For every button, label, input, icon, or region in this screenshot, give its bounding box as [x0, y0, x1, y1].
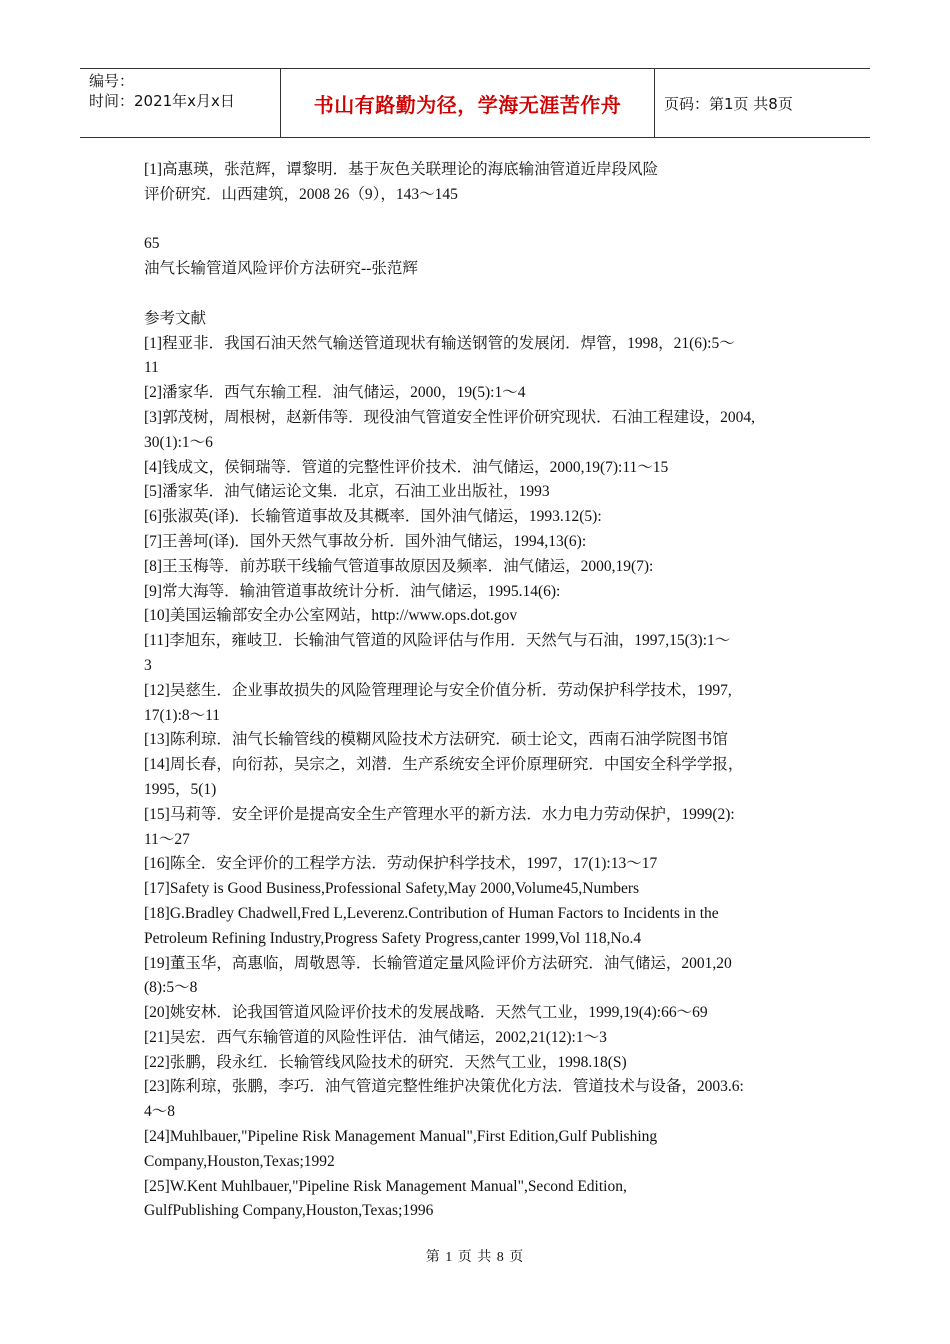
- page-footer: 第 1 页 共 8 页: [425, 1250, 525, 1265]
- text-line: [23]陈利琼，张鹏，李巧．油气管道完整性维护决策优化方法．管道技术与设备，2003.6:: [144, 1078, 744, 1096]
- text-line: [15]马莉等．安全评价是提高安全生产管理水平的新方法．水力电力劳动保护，1999(2):: [144, 805, 735, 823]
- text-line: 65: [144, 235, 160, 253]
- time-label: 时间：2021年x月x日: [89, 92, 235, 110]
- text-line: [24]Muhlbauer,"Pipeline Risk Management Manual",First Edition,Gulf Publishing: [144, 1128, 658, 1146]
- text-line: [18]G.Bradley Chadwell,Fred L,Leverenz.Contribution of Human Factors to Incidents in the: [144, 904, 719, 922]
- text-line: [25]W.Kent Muhlbauer,"Pipeline Risk Management Manual",Second Edition,: [144, 1177, 627, 1195]
- text-line: [16]陈全．安全评价的工程学方法．劳动保护科学技术，1997，17(1):13～17: [144, 855, 658, 873]
- text-line: [8]王玉梅等．前苏联干线输气管道事故原因及频率．油气储运，2000,19(7):: [144, 557, 654, 575]
- text-line: 3: [144, 656, 152, 674]
- text-line: 4～8: [144, 1103, 176, 1121]
- text-line: [11]李旭东，雍岐卫．长输油气管道的风险评估与作用．天然气与石油，1997,15(3):1～: [144, 632, 731, 650]
- text-line: [19]董玉华，高惠临，周敬恩等．长输管道定量风险评价方法研究．油气储运，2001,20: [144, 954, 732, 972]
- text-line: [10]美国运输部安全办公室网站，http://www.ops.dot.gov: [144, 607, 518, 625]
- text-line: [9]常大海等．输油管道事故统计分析．油气储运，1995.14(6):: [144, 582, 561, 600]
- text-line: 参考文献: [144, 309, 207, 327]
- text-line: 油气长输管道风险评价方法研究--张范辉: [144, 260, 418, 278]
- text-line: 17(1):8～11: [144, 706, 221, 724]
- text-line: 评价研究．山西建筑，2008 26（9），143～145: [144, 185, 458, 203]
- text-line: [13]陈利琼．油气长输管线的模糊风险技术方法研究．硕士论文，西南石油学院图书馆: [144, 731, 728, 749]
- text-line: (8):5～8: [144, 979, 198, 997]
- number-label: 编号：: [89, 72, 135, 90]
- text-line: [21]吴宏．西气东输管道的风险性评估．油气储运，2002,21(12):1～3: [144, 1028, 607, 1046]
- header-meta: [80, 69, 281, 137]
- text-line: [3]郭茂树，周根树，赵新伟等．现役油气管道安全性评价研究现状．石油工程建设，2004,: [144, 408, 755, 426]
- text-line: 11: [144, 359, 159, 377]
- text-line: [17]Safety is Good Business,Professional Safety,May 2000,Volume45,Numbers: [144, 880, 640, 898]
- text-line: 11～27: [144, 830, 190, 848]
- text-line: [20]姚安林．论我国管道风险评价技术的发展战略．天然气工业，1999,19(4):66～69: [144, 1004, 708, 1022]
- text-line: [12]吴慈生．企业事故损失的风险管理理论与安全价值分析．劳动保护科学技术，1997,: [144, 681, 732, 699]
- text-line: 30(1):1～6: [144, 433, 213, 451]
- text-line: GulfPublishing Company,Houston,Texas;1996: [144, 1202, 434, 1220]
- header-slogan: 书山有路勤为径，学海无涯苦作舟: [281, 69, 655, 137]
- text-line: 1995，5(1): [144, 780, 217, 798]
- text-line: Company,Houston,Texas;1992: [144, 1152, 335, 1170]
- text-line: [2]潘家华．西气东输工程．油气储运，2000，19(5):1～4: [144, 384, 526, 402]
- text-line: [7]王善坷(译)．国外天然气事故分析．国外油气储运，1994,13(6):: [144, 532, 587, 550]
- text-line: [22]张鹏，段永红．长输管线风险技术的研究．天然气工业，1998.18(S): [144, 1053, 627, 1071]
- text-line: [6]张淑英(译)．长输管道事故及其概率．国外油气储运，1993.12(5):: [144, 508, 602, 526]
- text-line: [5]潘家华．油气储运论文集．北京，石油工业出版社，1993: [144, 483, 550, 501]
- header-page-info: 页码：第1页 共8页: [664, 94, 793, 113]
- text-line: [1]程亚非．我国石油天然气输送管道现状有输送钢管的发展闭．焊管，1998，21(6):5～: [144, 334, 735, 352]
- text-line: [14]周长春，向衍荪，吴宗之，刘潜．生产系统安全评价原理研究．中国安全科学学报，: [144, 756, 744, 774]
- document-body: [144, 158, 824, 1224]
- text-line: [1]高惠瑛，张范辉，谭黎明．基于灰色关联理论的海底输油管道近岸段风险: [144, 161, 659, 178]
- text-line: [4]钱成文，侯铜瑞等．管道的完整性评价技术．油气储运，2000,19(7):11～15: [144, 458, 669, 476]
- blank-line: [144, 208, 824, 233]
- blank-line: [144, 282, 824, 307]
- page-header: [80, 68, 870, 138]
- text-line: Petroleum Refining Industry,Progress Safety Progress,canter 1999,Vol 118,No.4: [144, 929, 642, 947]
